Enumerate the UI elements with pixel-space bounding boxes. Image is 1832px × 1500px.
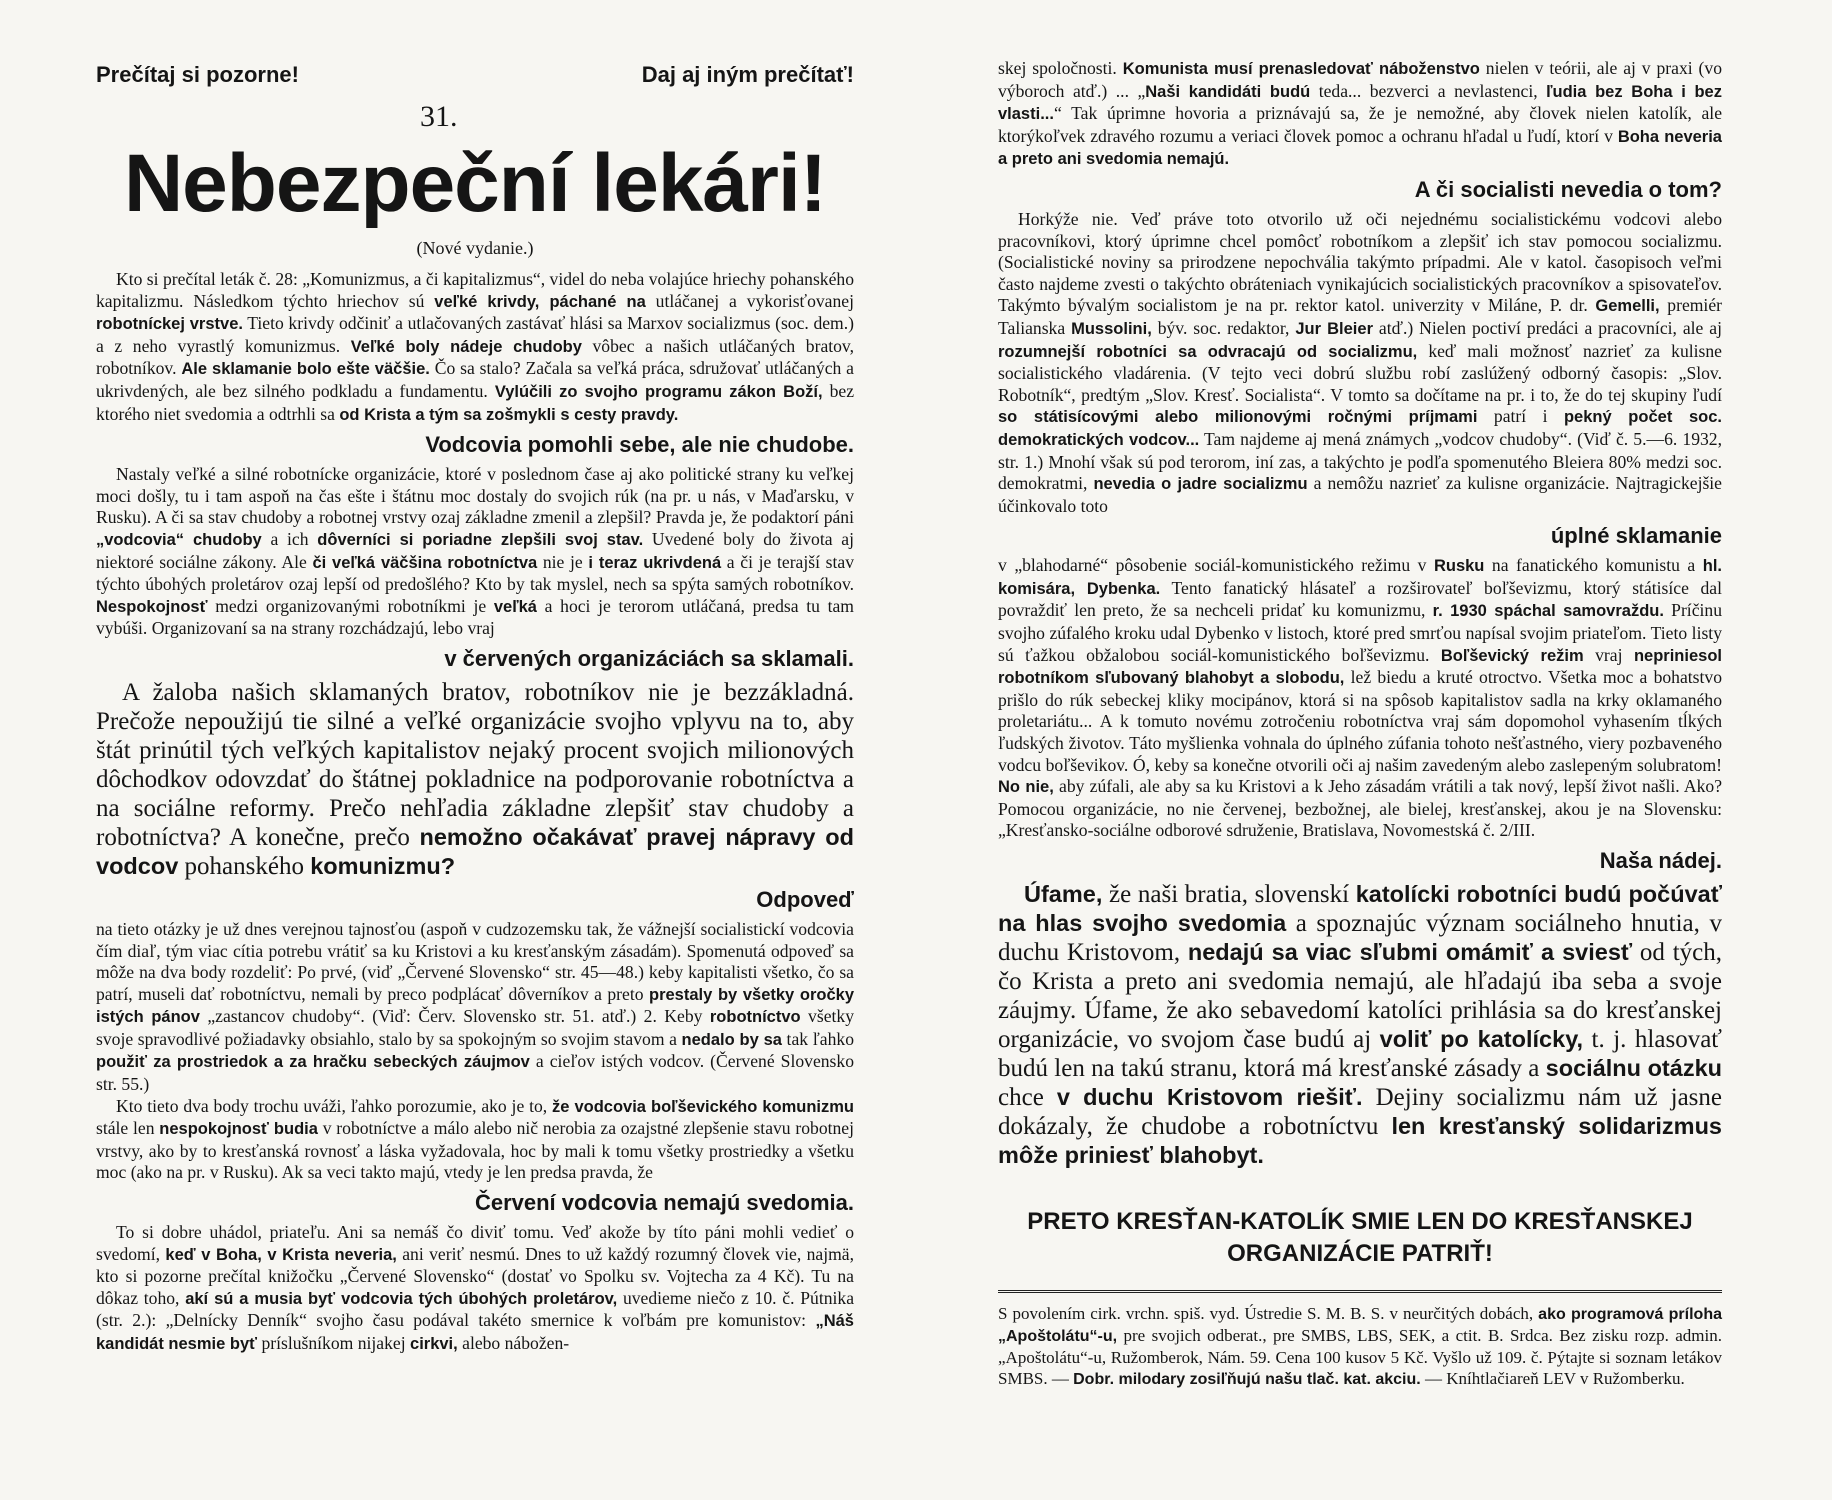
- divider: [998, 1290, 1722, 1293]
- imprint: S povolením cirk. vrchn. spiš. vyd. Ústredie S. M. B. S. v neurčitých dobách, ako programová príloha „Apoštolátu“-u, pre svojich odberat., pre SMBS, LBS, SEK, a ctit. B. Srdca. Bez zisku rozp. admin. „Apoštolátu“-u, Ružomberok, Nám. 59. Cena 100 kusov 5 Kč. Vyšlo už 109. č. Pýtajte si soznam letákov SMBS. — Dobr. milodary zosiľňujú našu tlač. kat. akciu. — Kníhtlačiareň LEV v Ružomberku.: [998, 1304, 1722, 1388]
- section-heading: Červení vodcovia nemajú svedomia.: [474, 1190, 854, 1216]
- header-line: [96, 62, 854, 106]
- large-paragraph: Úfame, že naši bratia, slovenskí katolícki robotníci budú počúvať na hlas svojho svedomia a spoznajúc význam sociálneho hnutia, v duchu Kristovom, nedajú sa viac sľubmi omámiť a sviesť od tých, čo Krista a preto ani svedomia nemajú, ale hľadajú iba seba a svoje záujmy. Úfame, že ako sebavedomí katolíci prihlásia sa do kresťanskej organizácie, vo svojom čase budú aj voliť po katolícky, t. j. hlasovať budú len na takú stranu, ktorá má kresťanské zásady a sociálnu otázku chce v duchu Kristovom riešiť. Dejiny socializmu nám už jasne dokázaly, že chudobe a robotníctvu len kresťanský solidarizmus môže priniesť blahobyt.: [998, 881, 1722, 1168]
- paragraph: na tieto otázky je už dnes verejnou tajnosťou (aspoň v cudzozemsku tak, že vážnejší socialistickí vodcovia čím diaľ, tým viac cítia potrebu vrátiť sa ku Kristovi a ku kresťanským zásadám). Spomenutá odpoveď sa môže na dva body rozdeliť: Po prvé, (viď „Červené Slovensko“ str. 45—48.) keby kapitalisti všetko, čo sa patrí, museli dať robotníctvu, nemali by preco podplácať dôverníkov a preto prestaly by všetky oročky istých pánov „zastancov chudoby“. (Viď: Červ. Slovensko str. 51. atď.) 2. Keby robotníctvo všetky svoje spravodlivé požiadavky obsiahlo, stalo by sa spokojným so svojim stavom a nedalo by sa tak ľahko použiť za prostriedok a za hračku sebeckých záujmov a cieľov istých vodcov. (Červené Slovensko str. 55.): [96, 918, 855, 1095]
- section-heading: v červených organizáciách sa sklamali.: [444, 645, 854, 671]
- closing-appeal: PRETO KRESŤAN-KATOLÍK SMIE LEN DO KRESŤANSKEJ ORGANIZÁCIE PATRIŤ!: [1027, 1208, 1693, 1267]
- leaflet-number: 31.: [420, 100, 458, 133]
- header-right-slogan: Daj aj iným prečítať!: [641, 62, 854, 87]
- section-heading: Naša nádej.: [1599, 848, 1722, 873]
- section-heading: Vodcovia pomohli sebe, ale nie chudobe.: [425, 432, 854, 458]
- section-heading: Odpoveď: [756, 886, 854, 912]
- section-heading: A či socialisti nevedia o tom?: [1414, 176, 1722, 202]
- large-paragraph: A žaloba našich sklamaných bratov, robotníkov nie je bezzákladná. Prečože nepoužijú tie silné a veľké organizácie svojho vplyvu na to, aby štát prinútil tých veľkých kapitalistov nejaký procent svojich milionových dôchodkov odovzdať do štátnej pokladnice na podporovanie robotníctva a na sociálne reformy. Prečo nehľadia základne zlepšiť stav chudoby a robotníctva? A konečne, prečo nemožno očakávať pravej nápravy od vodcov pohanského komunizmu?: [96, 678, 854, 880]
- paragraph: Nastaly veľké a silné robotnícke organizácie, ktoré v poslednom čase aj ako politické strany ku veľkej moci došly, tu i tam aspoň na čas ešte i štátnu moc dostaly do svojich rúk (na pr. u nás, v Maďarsku, v Rusku). A či sa stav chudoby a robotnej vrstvy ozaj základne zmenil a zlepšil? Pravda je, že podaktorí páni „vodcovia“ chudoby a ich dôverníci si poriadne zlepšili svoj stav. Uvedené boly do života aj niektoré sociálne zákony. Ale či veľká väčšina robotníctva nie je i teraz ukrivdená a či je terajší stav týchto úbohých proletárov ozaj lepší od predošlého? Kto by tak myslel, nech sa spýta samých robotníkov. Nespokojnosť medzi organizovanými robotníkmi je veľká a hoci je terorom utláčaná, predsa tu tam vybúši. Organizovaní sa na strany rozchádzajú, lebo vraj: [96, 464, 855, 639]
- paragraph: Kto tieto dva body trochu uváži, ľahko porozumie, ako je to, že vodcovia boľševického komunizmu stále len nespokojnosť budia v robotníctve a málo alebo nič nerobia za ozajstné zlepšenie stavu robotnej vrstvy, ako by to kresťanská rovnosť a láska vyžadovala, hoc by mali k tomu všetky prostriedky a všetku moc (ako na pr. v Rusku). Ak sa veci takto majú, vtedy je len predsa pravda, že: [96, 1095, 854, 1183]
- section-heading: úplné sklamanie: [1550, 523, 1722, 549]
- paragraph: To si dobre uhádol, priateľu. Ani sa nemáš čo diviť tomu. Veď akože by títo páni mohli vedieť o svedomí, keď v Boha, v Krista neveria, ani veriť nesmú. Dnes to už každý rozumný človek vie, najmä, kto si pozorne prečítal knižočku „Červené Slovensko“ (dostať vo Spolku sv. Vojtecha za 4 Kč). Tu na dôkaz toho, akí sú a musia byť vodcovia tých úbohých proletárov, uvedieme niečo z 10. č. Pútnika (str. 2.): „Delnícky Denník“ svojho času podával takéto smernice k voľbám pre komunistov: „Náš kandidát nesmie byť príslušníkom nijakej cirkvi, alebo nábožen-: [96, 1222, 854, 1353]
- paragraph: Horkýže nie. Veď práve toto otvorilo už oči nejednému socialistickému vodcovi alebo pracovníkovi, ktorý úprimne chcel pomôcť robotníkom a zlepšiť ich stav pomocou socializmu. (Socialistické noviny sa prirodzene nepochvália takýmto prípadmi. Ale v katol. časopisoch veľmi často najdeme zvesti o takýchto obráteniach vynikajúcich socialistických pracovníkov a spisovateľov. Takýmto bývalým socialistom je na pr. rektor katol. univerzity v Miláne, P. dr. Gemelli, premiér Talianska Mussolini, býv. soc. redaktor, Jur Bleier atď.) Nielen poctiví predáci a pracovníci, ale aj rozumnejší robotníci sa odvracajú od socializmu, keď mali možnosť nazrieť za kulisne socialistického vladárenia. (V tejto veci dobrú službu robí zaslúžený odborný časopis: „Slov. Robotník“, predtým „Slov. Kresť. Socialista“. V tomto sa dočítame na pr. i to, že do tej skupiny ľudí so státisícovými alebo milionovými ročnými príjmami patrí i pekný počet soc. demokratických vodcov... Tam najdeme aj mená známych „vodcov chudoby“. (Viď č. 5.—6. 1932, str. 1.) Mnohí však sú pod terorom, iní zas, a takýchto je podľa spomenutého Bleiera 80% medzi soc. demokratmi, nevedia o jadre socializmu a nemôžu nazrieť za kulisne organizácie. Najtragickejšie účinkovalo toto: [998, 208, 1722, 516]
- edition-note: (Nové vydanie.): [416, 238, 534, 258]
- header-left-slogan: Prečítaj si pozorne!: [96, 62, 299, 87]
- right-page: [916, 0, 1832, 1500]
- paragraph: Kto si prečítal leták č. 28: „Komunizmus, a či kapitalizmus“, videl do neba volajúce hriechy pohanského kapitalizmu. Následkom týchto hriechov sú veľké krivdy, páchané na utláčanej a vykorisťovanej robotníckej vrstve. Tieto krivdy odčiniť a utlačovaných zastávať hlási sa Marxov socializmus (soc. dem.) a z neho vyrastlý komunizmus. Veľké boly nádeje chudoby vôbec a našich utláčaných bratov, robotníkov. Ale sklamanie bolo ešte väčšie. Čo sa stalo? Začala sa veľká práca, sdružovať utláčaných a ukrivdených, ale bez silného podkladu a fundamentu. Vylúčili zo svojho programu zákon Boží, bez ktorého niet svedomia a odtrhli sa od Krista a tým sa zošmykli s cesty pravdy.: [96, 269, 855, 424]
- paragraph: v „blahodarné“ pôsobenie sociál-komunistického režimu v Rusku na fanatického komunistu a hl. komisára, Dybenka. Tento fanatický hlásateľ a rozširovateľ boľševizmu, ktorý státisíce dal povraždiť len preto, že sa nechceli pridať ku komunizmu, r. 1930 spáchal samovraždu. Príčinu svojho zúfalého kroku udal Dybenko v listoch, ktoré pred smrťou napísal svojim priateľom. Tieto listy sú ťažkou obžalobou sociál-komunistického boľševizmu. Boľševický režim vraj nepriniesol robotníkom sľubovaný blahobyt a slobodu, lež biedu a kruté otroctvo. Všetka moc a bohatstvo prišlo do rúk sebeckej kliky mocipánov, ktorá si na spôsob kapitalistov sadla na krky oklamaného proletariátu... A k tomuto novému zotročeniu robotníctva vraj sám dopomohol vyhasením tĺkých ľudských životov. Táto myšlienka vohnala do úplného zúfania tohoto nešťastného, viery pozbaveného vodcu boľševikov. Ó, keby sa konečne otvorili oči aj našim zavedeným alebo zaslepeným solubratom! No nie, aby zúfali, ale aby sa ku Kristovi a k Jeho zásadám vrátili a tak nový, lepší život našli. Ako? Pomocou organizácie, no nie červenej, bezbožnej, ale bielej, kresťanskej, akou je na Slovensku: „Kresťansko-sociálne odborové sdruženie, Bratislava, Novomestská č. 2/III.: [998, 555, 1723, 841]
- paragraph: skej spoločnosti. Komunista musí prenasledovať náboženstvo nielen v teórii, ale aj v praxi (vo výboroch atď.) ... „Naši kandidáti budú teda... bezverci a nevlastenci, ľudia bez Boha i bez vlasti...“ Tak úprimne hovoria a priznávajú sa, že je nemožné, aby človek nielen katolík, ale ktorýkoľvek zdravého rozumu a veriaci človek pomoc a ochranu hľadal u ľudí, ktorí v Boha neveria a preto ani svedomia nemajú.: [998, 58, 1723, 169]
- leaflet-title: Nebezpeční lekári!: [123, 138, 827, 229]
